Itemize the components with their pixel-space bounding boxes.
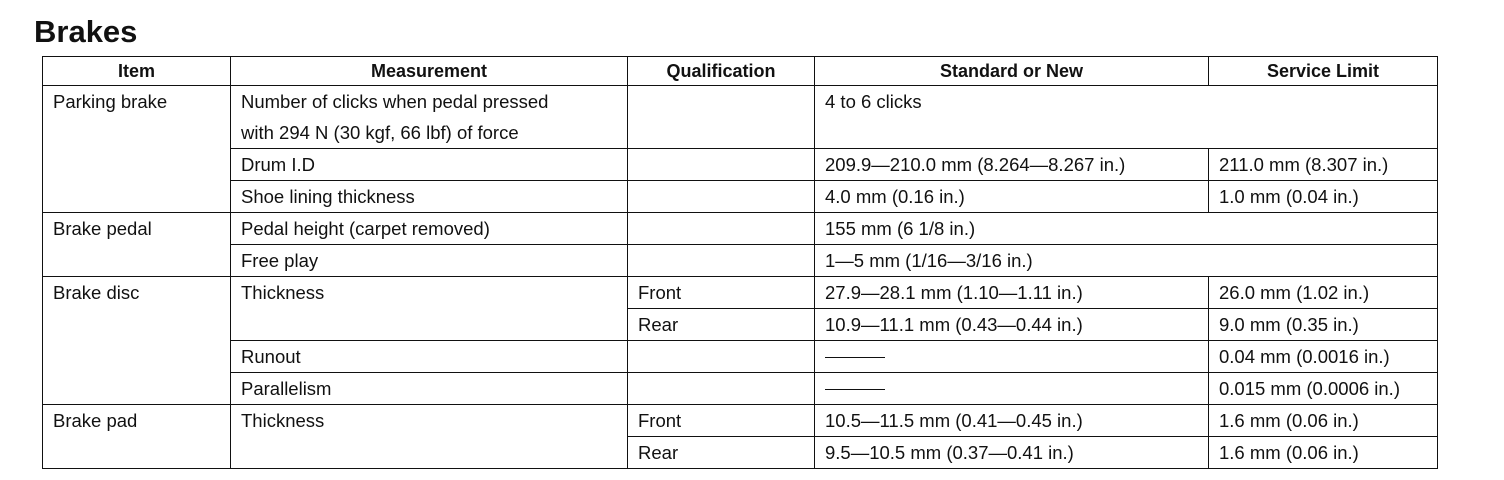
measurement-line: with 294 N (30 kgf, 66 lbf) of force (241, 122, 519, 143)
column-header-qualification: Qualification (628, 57, 815, 86)
service-limit-cell: 0.04 mm (0.0016 in.) (1209, 341, 1438, 373)
standard-cell: 9.5—10.5 mm (0.37—0.41 in.) (815, 437, 1209, 469)
column-header-measurement: Measurement (231, 57, 628, 86)
item-cell: Brake disc (43, 277, 231, 405)
qualification-cell: Rear (628, 309, 815, 341)
service-limit-cell: 1.6 mm (0.06 in.) (1209, 437, 1438, 469)
standard-cell: 209.9—210.0 mm (8.264—8.267 in.) (815, 149, 1209, 181)
page-title: Brakes (34, 14, 138, 49)
standard-cell: 10.5—11.5 mm (0.41—0.45 in.) (815, 405, 1209, 437)
table-row (43, 181, 1438, 213)
service-limit-cell: 211.0 mm (8.307 in.) (1209, 149, 1438, 181)
measurement-cell: Thickness (231, 277, 628, 341)
qualification-cell (628, 86, 815, 149)
standard-cell: 4 to 6 clicks (815, 86, 1438, 149)
service-limit-cell: 26.0 mm (1.02 in.) (1209, 277, 1438, 309)
standard-cell: 27.9—28.1 mm (1.10—1.11 in.) (815, 277, 1209, 309)
qualification-cell (628, 245, 815, 277)
measurement-cell: Thickness (231, 405, 628, 469)
column-header-service-limit: Service Limit (1209, 57, 1438, 86)
service-limit-cell: 9.0 mm (0.35 in.) (1209, 309, 1438, 341)
table-row (43, 277, 1438, 309)
item-cell: Brake pedal (43, 213, 231, 277)
measurement-cell: Free play (231, 245, 628, 277)
table-row (43, 149, 1438, 181)
table-row (43, 373, 1438, 405)
service-limit-cell: 1.6 mm (0.06 in.) (1209, 405, 1438, 437)
qualification-cell (628, 341, 815, 373)
service-limit-cell: 1.0 mm (0.04 in.) (1209, 181, 1438, 213)
qualification-cell: Front (628, 405, 815, 437)
item-cell: Brake pad (43, 405, 231, 469)
standard-cell: 155 mm (6 1/8 in.) (815, 213, 1438, 245)
table-row (43, 213, 1438, 245)
not-applicable-dash (825, 357, 885, 358)
measurement-cell: Shoe lining thickness (231, 181, 628, 213)
table-row (43, 245, 1438, 277)
item-cell: Parking brake (43, 86, 231, 213)
table-row (43, 405, 1438, 437)
standard-cell (815, 341, 1209, 373)
not-applicable-dash (825, 389, 885, 390)
measurement-cell: Parallelism (231, 373, 628, 405)
measurement-line: Number of clicks when pedal pressed (241, 91, 549, 112)
standard-cell: 10.9—11.1 mm (0.43—0.44 in.) (815, 309, 1209, 341)
column-header-item: Item (43, 57, 231, 86)
table-header-row (43, 57, 1438, 86)
qualification-cell: Front (628, 277, 815, 309)
column-header-standard: Standard or New (815, 57, 1209, 86)
table-row (43, 341, 1438, 373)
measurement-cell: Runout (231, 341, 628, 373)
standard-cell (815, 373, 1209, 405)
measurement-cell: Pedal height (carpet removed) (231, 213, 628, 245)
brakes-spec-table (42, 56, 1438, 469)
measurement-cell (231, 86, 628, 149)
standard-cell: 4.0 mm (0.16 in.) (815, 181, 1209, 213)
qualification-cell (628, 181, 815, 213)
service-limit-cell: 0.015 mm (0.0006 in.) (1209, 373, 1438, 405)
qualification-cell (628, 213, 815, 245)
table-row (43, 86, 1438, 149)
measurement-cell: Drum I.D (231, 149, 628, 181)
qualification-cell: Rear (628, 437, 815, 469)
qualification-cell (628, 373, 815, 405)
standard-cell: 1—5 mm (1/16—3/16 in.) (815, 245, 1438, 277)
qualification-cell (628, 149, 815, 181)
